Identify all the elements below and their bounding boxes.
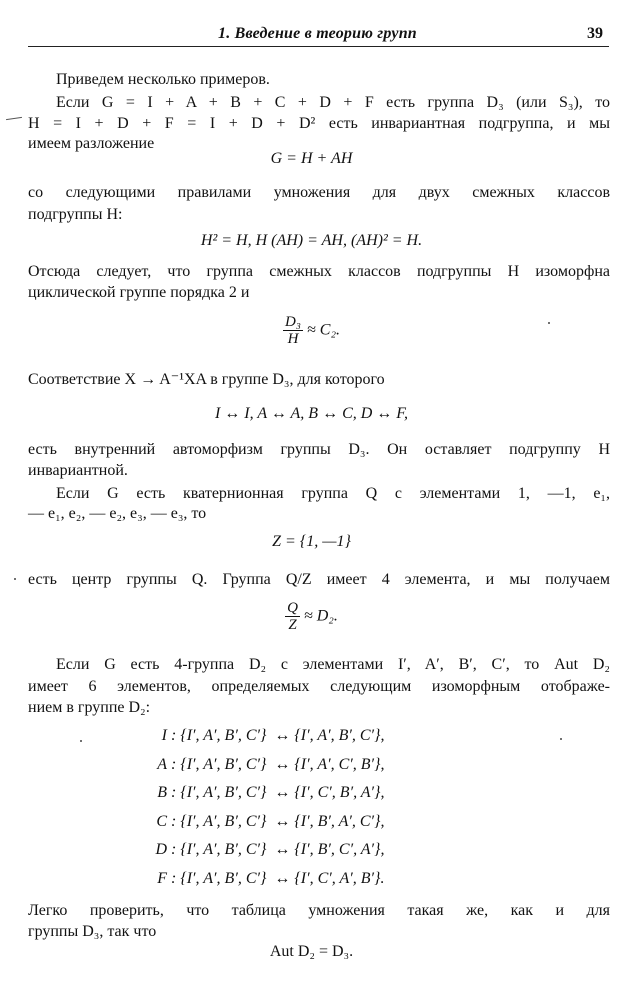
table-element: F (157, 869, 167, 887)
table-source-set: : {I′, A′, B′, C′} (171, 755, 267, 773)
fraction (285, 600, 300, 634)
formula: G = H + AH (270, 150, 353, 167)
table-row (145, 865, 384, 894)
print-speck (14, 578, 16, 580)
text-line: есть центр группы Q. Группа Q/Z имеет 4 элемента, и мы получаем (28, 571, 610, 588)
table-row (145, 836, 384, 865)
text-line: Если G = I + A + B + C + D + F есть группа D₃ (или S₃), то (56, 94, 610, 111)
text-line: нием в группе D₂: (28, 699, 151, 716)
fraction-rest: ≈ C₂. (307, 321, 341, 339)
table-source-set: : {I′, A′, B′, C′} (171, 812, 267, 830)
text-line: есть внутренний автоморфизм группы D₃. Он оставляет подгруппу H (28, 441, 610, 458)
fraction-rest: ≈ D₂. (303, 607, 338, 625)
formula: Aut D₂ = D₃. (269, 943, 354, 960)
text-line: Если G есть кватернионная группа Q с элементами 1, —1, e₁, (56, 485, 610, 502)
text-line: инвариантной. (28, 462, 128, 479)
table-row (145, 722, 384, 751)
text-line: подгруппы H: (28, 206, 123, 223)
text-line: Соответствие X → A⁻¹XA в группе D₃, для которого (28, 371, 385, 388)
print-speck (80, 740, 82, 742)
double-arrow-icon: ↔ (274, 784, 291, 802)
table-image-set: {I′, A′, B′, C′}, (294, 727, 385, 745)
text-line: Если G есть 4-группа D₂ с элементами I′, A′, B′, C′, то Aut D₂ (56, 656, 610, 673)
text-line: Отсюда следует, что группа смежных классов подгруппы H изоморфна (28, 263, 610, 280)
fraction-formula (0, 314, 623, 348)
fraction-numerator: Q (287, 600, 298, 616)
margin-mark (6, 117, 22, 120)
table-source-set: : {I′, A′, B′, C′} (171, 841, 267, 859)
print-speck (548, 322, 550, 324)
text-line: — e₁, e₂, — e₂, e₃, — e₃, то (28, 505, 207, 522)
table-element: B (157, 784, 167, 802)
fraction-denominator: H (287, 331, 299, 347)
text-line: Приведем несколько примеров. (56, 71, 270, 88)
page-header (28, 22, 609, 47)
text-line: имеет 6 элементов, определяемых следующим изоморфным отображе- (28, 678, 610, 695)
running-title: 1. Введение в теорию групп (218, 25, 417, 42)
table-image-set: {I′, C′, B′, A′}, (294, 784, 385, 802)
table-image-set: {I′, B′, C′, A′}, (294, 841, 385, 859)
automorphism-table (145, 722, 384, 893)
table-row (145, 808, 384, 837)
double-arrow-icon: ↔ (274, 869, 291, 887)
double-arrow-icon: ↔ (274, 727, 291, 745)
fraction (283, 314, 303, 348)
text-line: H = I + D + F = I + D + D² есть инвариантная подгруппа, и мы (28, 115, 610, 132)
table-source-set: : {I′, A′, B′, C′} (171, 869, 267, 887)
table-row (145, 751, 384, 780)
text-line: имеем разложение (28, 135, 155, 152)
table-row (145, 779, 384, 808)
print-speck (560, 738, 562, 740)
double-arrow-icon: ↔ (274, 812, 291, 830)
table-element: A (157, 755, 167, 773)
fraction-numerator: D₃ (284, 314, 302, 330)
table-element: C (156, 812, 167, 830)
page-number: 39 (587, 25, 603, 42)
double-arrow-icon: ↔ (274, 755, 291, 773)
fraction-formula (0, 600, 623, 634)
fraction-denominator: Z (288, 617, 297, 633)
table-source-set: : {I′, A′, B′, C′} (171, 727, 267, 745)
table-image-set: {I′, A′, C′, B′}, (294, 755, 385, 773)
text-line: группы D₃, так что (28, 923, 157, 940)
formula: H² = H, H (AH) = AH, (AH)² = H. (200, 232, 423, 249)
table-image-set: {I′, C′, A′, B′}. (294, 869, 385, 887)
table-element: I (161, 727, 167, 745)
double-arrow-icon: ↔ (274, 841, 291, 859)
table-image-set: {I′, B′, A′, C′}, (294, 812, 385, 830)
table-element: D (155, 841, 167, 859)
formula: Z = {1, —1} (272, 533, 351, 550)
table-source-set: : {I′, A′, B′, C′} (171, 784, 267, 802)
text-line: со следующими правилами умножения для двух смежных классов (28, 184, 610, 201)
formula: I ↔ I, A ↔ A, B ↔ C, D ↔ F, (214, 405, 409, 422)
text-line: циклической группе порядка 2 и (28, 284, 250, 301)
text-line: Легко проверить, что таблица умножения такая же, как и для (28, 902, 610, 919)
